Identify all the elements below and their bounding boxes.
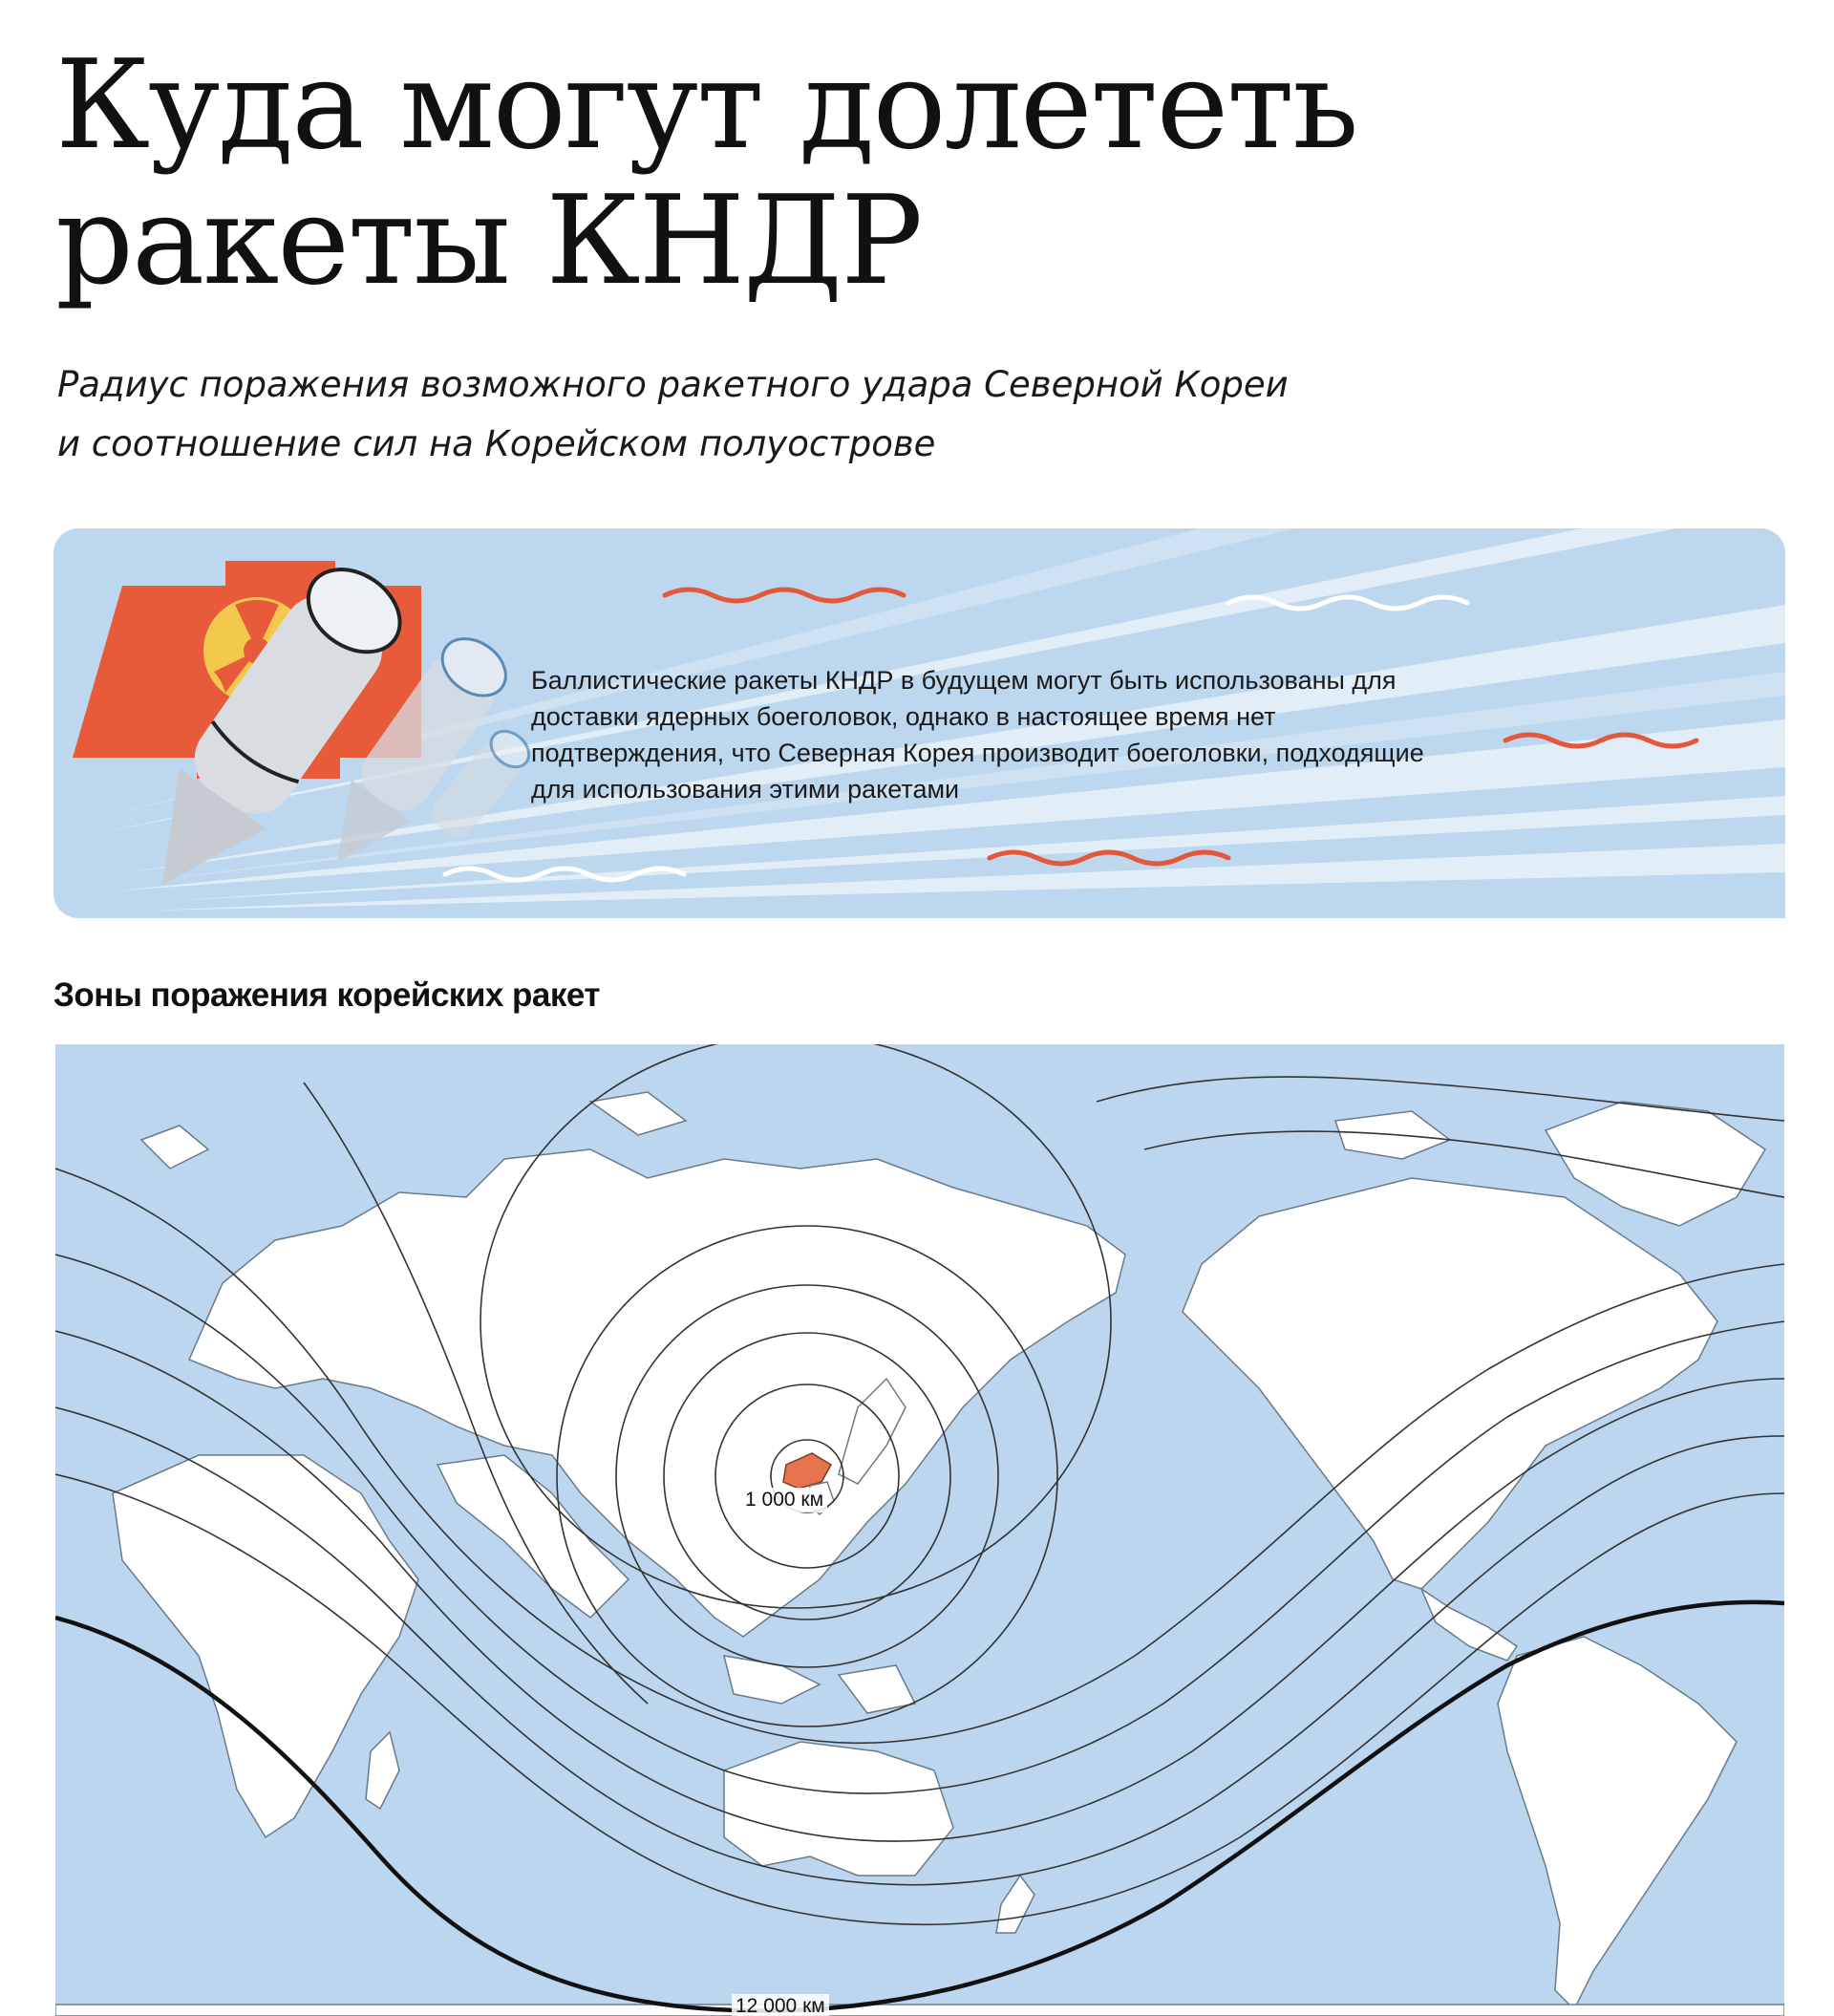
page-subtitle	[57, 355, 1289, 474]
page-title	[55, 34, 1357, 312]
subtitle-line-2: и соотношение сил на Корейском полуострове	[57, 423, 936, 464]
map-section-title: Зоны поражения корейских ракет	[53, 976, 601, 1014]
outer-ring-label: 12 000 км	[732, 1994, 829, 2016]
subtitle-line-1: Радиус поражения возможного ракетного удара Северной Кореи	[57, 364, 1289, 405]
info-banner	[53, 528, 1785, 918]
strike-zones-map	[55, 1044, 1784, 2016]
banner-description: Баллистические ракеты КНДР в будущем могут быть использованы для доставки ядерных боеголовок, однако в настоящее время нет подтверждения, что Северная Корея производит боеголовки, подходящие для использования этими ракетами	[531, 666, 1424, 804]
title-line-2: ракеты КНДР	[55, 170, 922, 312]
world-map	[55, 1044, 1784, 2016]
title-line-1: Куда могут долететь	[55, 34, 1357, 177]
inner-ring-label: 1 000 км	[741, 1488, 827, 1512]
